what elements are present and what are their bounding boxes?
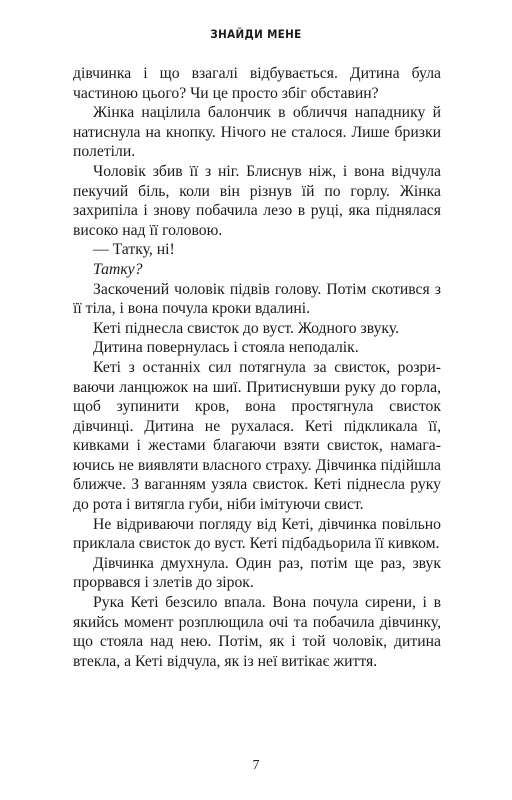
paragraph: Татку? [93,260,143,278]
paragraph: Не відриваючи погляду від Кеті, дівчинка повільно приклала свисток до вуст. Кеті підбадьорила її кивком. [73,515,441,553]
paragraph: дівчинка і що взагалі відбувається. Дитина була частиною цього? Чи це просто збіг обставин? [73,65,441,102]
paragraph: Жінка націлила балончик в обличчя нападнику й натиснула на кнопку. Нічого не сталося. Лише бризки полетіли. [73,104,441,161]
paragraph: Рука Кеті безсило впала. Вона почула сирени, і в якийсь момент розплющила очі та побачила дівчинку, що стояла над нею. Потім, як і той чоловік, дитина втекла, а Кеті відчула, як із неї витікає життя. [73,594,441,670]
paragraph: Заскочений чоловік підвів голову. Потім скотився з її тіла, і вона почула кроки вдалині. [73,280,441,318]
paragraph: — Татку, ні! [93,241,175,259]
page-number: 7 [252,758,260,773]
paragraph: Дитина повернулась і стояла неподалік. [93,339,359,357]
body-text [73,64,441,671]
paragraph: Дівчинка дмухнула. Один раз, потім ще раз, звук прорвався і злетів до зірок. [73,554,441,592]
paragraph: Кеті піднесла свисток до вуст. Жодного звуку. [93,319,400,337]
paragraph: Чоловік збив її з ніг. Блиснув ніж, і вона відчула пекучий біль, коли він різнув їй по горлу. Жінка захрипіла і знову побачила лезо в руці, яка піднялася високо над її головою. [73,162,441,239]
paragraph: Кеті з останніх сил потягнула за свисток, розриваючи ланцюжок на шиї. Притиснувши руку до горла, щоб зупинити кров, вона простягнула свисток дівчинці. Дитина не рухалася. Кеті підкликала її, кивками і жестами благаючи взяти свисток, намагаючись не виявляти власного страху. Дівчинка підійшла ближче. З ваганням узяла свисток. Кеті піднесла руку до рота і витягла губи, ніби імітуючи свист. [73,358,441,514]
running-header: ЗНАЙДИ МЕНЕ [210,27,302,41]
